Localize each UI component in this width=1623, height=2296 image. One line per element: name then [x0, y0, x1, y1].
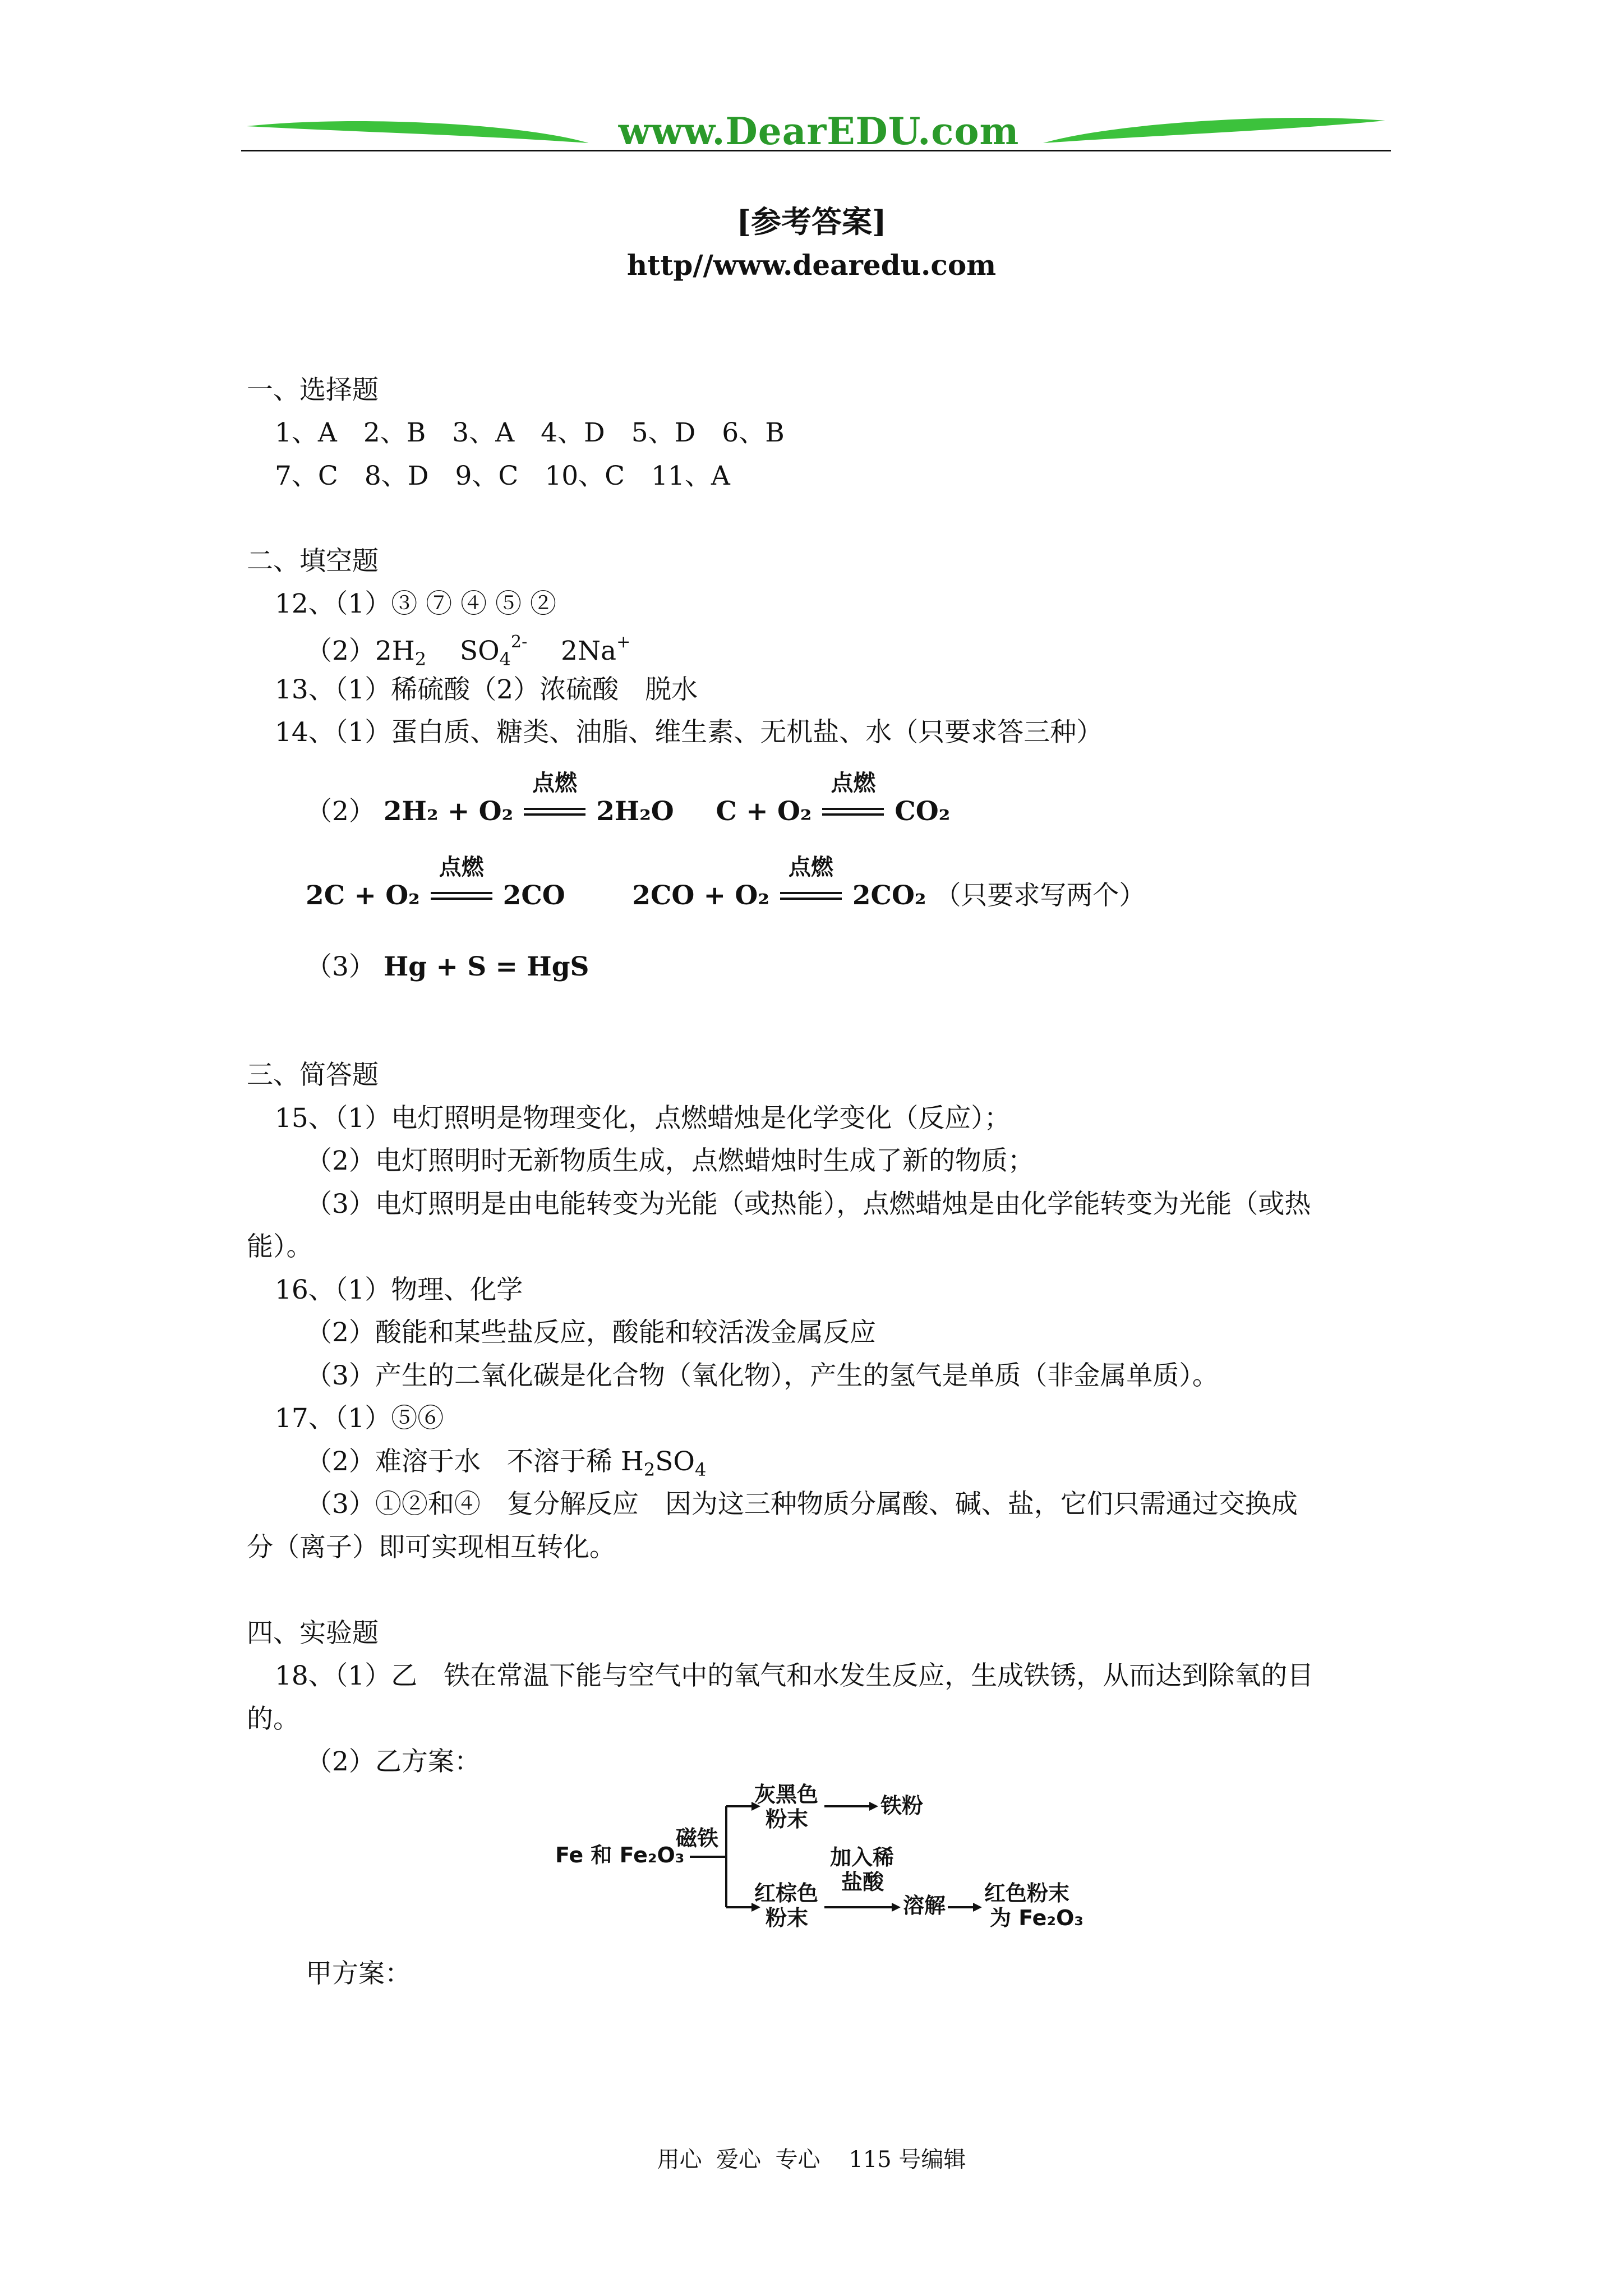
flow-iron-powder: 铁粉 — [880, 1793, 924, 1818]
q18-part1-line1: 18、（1）乙 铁在常温下能与空气中的氧气和水发生反应，生成铁锈，从而达到除氧的目 — [275, 1660, 1314, 1691]
page-footer: 用心 爱心 专心 115 号编辑 — [657, 2147, 966, 2173]
q17-part1: 17、（1）⑤⑥ — [275, 1403, 444, 1434]
flow-diagram — [555, 1784, 1094, 1935]
section-heading-short: 三、简答题 — [247, 1060, 379, 1091]
equation-3-left: 2C + O₂ — [306, 880, 420, 911]
section-heading-choice: 一、选择题 — [247, 375, 379, 406]
q14-part2-line2 — [306, 854, 1146, 911]
flow-bottom-box-1: 红棕色 — [754, 1881, 819, 1906]
q12-part2: $(2)2H_2$ $SO_4^{2-}$ 2Na+ — [306, 632, 631, 670]
q14-part2: （2） 2H₂ + O₂ 点燃 2H₂O C + O₂ 点燃 CO₂ — [306, 770, 951, 827]
page-title: [参考答案] — [736, 204, 887, 240]
equation-4-left: 2CO + O₂ — [632, 880, 769, 911]
plan-jia: 甲方案： — [306, 1958, 411, 1989]
flow-top-box-1: 灰黑色 — [754, 1782, 819, 1807]
q16-part3: （3）产生的二氧化碳是化合物（氧化物），产生的氢气是单质（非金属单质）。 — [306, 1360, 1219, 1391]
equation-4-right: 2CO₂ — [852, 880, 926, 911]
q15-part1: 15、（1）电灯照明是物理变化，点燃蜡烛是化学变化（反应）； — [275, 1103, 1011, 1134]
reaction-arrow: 点燃 — [524, 791, 585, 823]
q15-part2: （2）电灯照明时无新物质生成，点燃蜡烛时生成了新的物质； — [306, 1145, 1034, 1176]
flow-add-2: 盐酸 — [841, 1870, 884, 1894]
q17-part3-line2: 分（离子）即可实现相互转化。 — [247, 1532, 616, 1563]
equation-5: Hg + S = HgS — [383, 951, 589, 982]
flow-magnet: 磁铁 — [676, 1826, 719, 1851]
header-banner — [241, 104, 1391, 160]
q17-part3-line1: （3）①②和④ 复分解反应 因为这三种物质分属酸、碱、盐，它们只需通过交换成 — [306, 1489, 1298, 1520]
flow-top-box-2: 粉末 — [766, 1807, 809, 1832]
reaction-arrow: 点燃 — [780, 875, 842, 908]
q17-part2: （2）难溶于水 不溶于稀 $H_2SO_4$ — [306, 1446, 707, 1480]
q12-part1: 12、（1）③ ⑦ ④ ⑤ ② — [275, 588, 556, 619]
reaction-arrow: 点燃 — [822, 791, 884, 823]
equation-2-right: CO₂ — [895, 796, 951, 827]
flow-bottom-box-2: 粉末 — [766, 1906, 809, 1930]
flow-result-2: 为 Fe₂O₃ — [990, 1906, 1084, 1930]
equation-1-right: 2H₂O — [596, 796, 674, 827]
q16-part1: 16、（1）物理、化学 — [275, 1274, 523, 1305]
q15-part3-line1: （3）电灯照明是由电能转变为光能（或热能），点燃蜡烛是由化学能转变为光能（或热 — [306, 1189, 1311, 1220]
q14-part1: 14、（1）蛋白质、糖类、油脂、维生素、无机盐、水（只要求答三种） — [275, 717, 1103, 748]
q15-part3-line2: 能）。 — [247, 1231, 313, 1262]
section-heading-fill: 二、填空题 — [247, 546, 379, 577]
site-logo: www.DearEDU.com — [618, 109, 1020, 153]
q13: 13、（1）稀硫酸（2）浓硫酸 脱水 — [275, 674, 698, 705]
equation-2-left: C + O₂ — [716, 796, 812, 827]
q18-part1-line2: 的。 — [247, 1704, 299, 1734]
equation-note: （只要求写两个） — [934, 880, 1146, 911]
flow-dissolve: 溶解 — [903, 1893, 946, 1918]
answer-row-1: 1、A 2、B 3、A 4、D 5、D 6、B — [275, 417, 785, 448]
equation-1-left: 2H₂ + O₂ — [383, 796, 514, 827]
q18-part2: （2）乙方案： — [306, 1746, 481, 1777]
flow-start: Fe 和 Fe₂O₃ — [555, 1843, 685, 1867]
q14-part3: （3） Hg + S = HgS — [306, 951, 589, 982]
equation-3-right: 2CO — [502, 880, 565, 911]
q16-part2: （2）酸能和某些盐反应，酸能和较活泼金属反应 — [306, 1317, 876, 1348]
answer-row-2: 7、C 8、D 9、C 10、C 11、A — [275, 461, 730, 491]
reaction-arrow: 点燃 — [431, 875, 492, 908]
section-heading-experiment: 四、实验题 — [247, 1618, 379, 1649]
flow-result-1: 红色粉末 — [984, 1881, 1070, 1906]
page-subtitle: http//www.dearedu.com — [626, 249, 997, 282]
flow-add-1: 加入稀 — [830, 1845, 895, 1870]
